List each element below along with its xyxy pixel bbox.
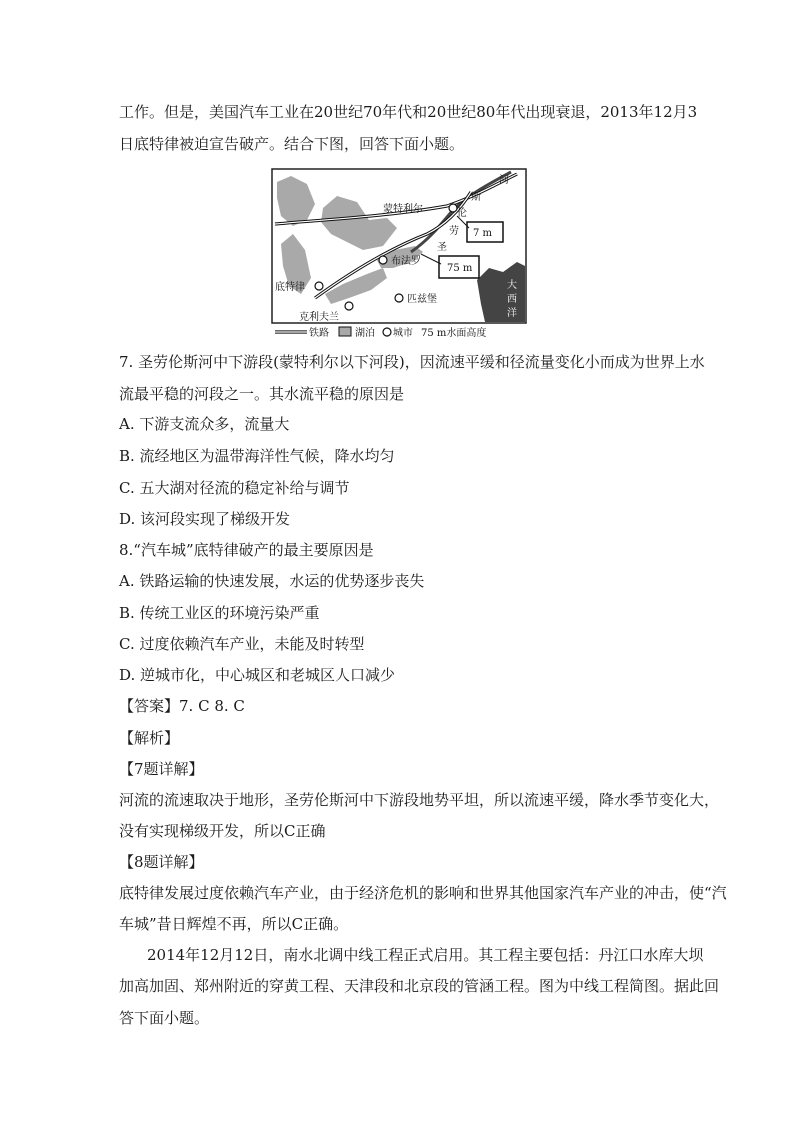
label-river-lun: 伦 <box>457 208 467 219</box>
city-pittsburgh-marker <box>395 294 403 302</box>
legend-railway: 铁路 <box>309 328 329 338</box>
label-ocean-da: 大 <box>507 280 517 291</box>
label-elev-7: 7 m <box>473 228 493 239</box>
label-ocean-xi: 西 <box>507 294 517 305</box>
legend-elevation: 75 m水面高度 <box>421 328 487 338</box>
q7-stem-line-1: 7. 圣劳伦斯河中下游段(蒙特利尔以下河段)，因流速平缓和径流量变化小而成为世界上水 <box>119 353 705 371</box>
label-ocean-yang: 洋 <box>507 308 517 319</box>
label-river-sheng: 圣 <box>437 242 447 253</box>
legend-city: 城市 <box>393 328 413 338</box>
answer-line: 【答案】7. C 8. C <box>119 697 245 715</box>
legend-lake-swatch <box>339 327 351 336</box>
label-montreal: 蒙特利尔 <box>383 204 423 215</box>
q7-option-c: C. 五大湖对径流的稳定补给与调节 <box>119 479 350 497</box>
label-pittsburgh: 匹兹堡 <box>407 294 437 305</box>
label-detroit: 底特律 <box>275 282 305 293</box>
label-elev-75: 75 m <box>447 263 473 274</box>
q8-analysis-line-1: 底特律发展过度依赖汽车产业，由于经济危机的影响和世界其他国家汽车产业的冲击，使“汽 <box>119 884 727 902</box>
q7-option-a: A. 下游支流众多，流量大 <box>119 415 290 433</box>
st-lawrence-map <box>271 168 527 338</box>
q8-option-a: A. 铁路运输的快速发展，水运的优势逐步丧失 <box>119 572 425 590</box>
q7-stem-line-2: 流最平稳的河段之一。其水流平稳的原因是 <box>119 385 405 403</box>
q8-stem-line-1: 8.“汽车城”底特律破产的最主要原因是 <box>119 541 374 559</box>
q8-option-b: B. 传统工业区的环境污染严重 <box>119 604 320 622</box>
legend-city-marker <box>383 328 391 336</box>
q7-analysis-line-2: 没有实现梯级开发，所以C正确 <box>119 822 326 840</box>
city-cleveland-marker <box>345 302 353 310</box>
q7-analysis-line-1: 河流的流速取决于地形，圣劳伦斯河中下游段地势平坦，所以流速平缓，降水季节变化大， <box>119 791 720 809</box>
label-river-si: 斯 <box>471 192 481 203</box>
label-cleveland: 克利夫兰 <box>299 312 339 323</box>
q7-option-b: B. 流经地区为温带海洋性气候，降水均匀 <box>119 447 395 465</box>
city-montreal-marker <box>449 204 457 212</box>
label-river-he: 河 <box>499 175 509 186</box>
map-svg <box>271 168 527 338</box>
next-intro-line-2: 加高加固、郑州附近的穿黄工程、天津段和北京段的管涵工程。图为中线工程简图。据此回 <box>119 977 720 995</box>
next-intro-line-3: 答下面小题。 <box>119 1009 210 1027</box>
q8-option-d: D. 逆城市化，中心城区和老城区人口减少 <box>119 666 396 684</box>
city-buffalo-marker <box>379 256 387 264</box>
next-intro-line-1: 2014年12月12日，南水北调中线工程正式启用。其工程主要包括：丹江口水库大坝 <box>147 946 704 964</box>
city-detroit-marker <box>315 282 323 290</box>
map-legend <box>275 326 486 338</box>
q8-analysis-heading: 【8题详解】 <box>119 853 204 871</box>
analysis-heading: 【解析】 <box>119 729 180 747</box>
intro-line-1: 工作。但是，美国汽车工业在20世纪70年代和20世纪80年代出现衰退，2013年12月3 <box>119 103 698 121</box>
q8-analysis-line-2: 车城”昔日辉煌不再，所以C正确。 <box>119 915 349 933</box>
intro-line-2: 日底特律被迫宣告破产。结合下图，回答下面小题。 <box>119 135 465 153</box>
q7-option-d: D. 该河段实现了梯级开发 <box>119 510 291 528</box>
q8-option-c: C. 过度依赖汽车产业，未能及时转型 <box>119 635 365 653</box>
label-river-lao: 劳 <box>449 226 459 237</box>
label-buffalo: 布法罗 <box>391 256 421 267</box>
legend-lake: 湖泊 <box>355 328 375 338</box>
q7-analysis-heading: 【7题详解】 <box>119 760 204 778</box>
